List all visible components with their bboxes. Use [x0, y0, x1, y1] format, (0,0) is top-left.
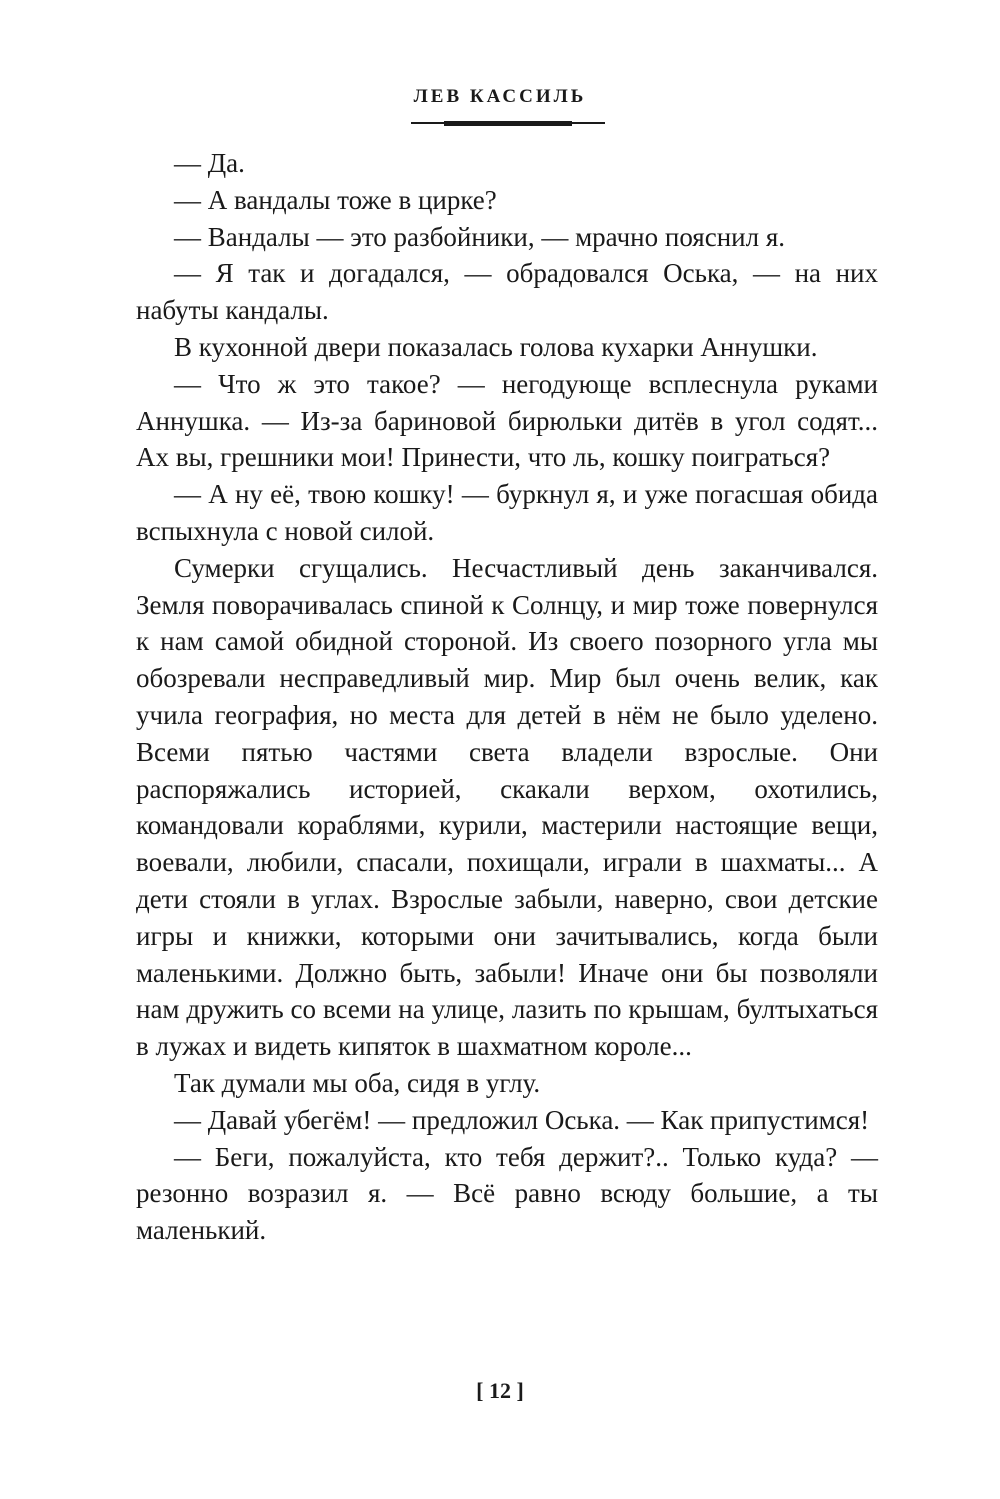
running-header-author: ЛЕВ КАССИЛЬ: [413, 86, 587, 107]
paragraph: — Да.: [174, 148, 245, 178]
paragraph: — Я так и догадался, — обрадовался Оська, — на них набуты кандалы.: [136, 258, 878, 326]
body-text: [136, 145, 878, 1249]
paragraph: — А вандалы тоже в цирке?: [174, 184, 497, 215]
header-rule-bar: [444, 121, 572, 126]
paragraph: — Вандалы — это разбойники, — мрачно пояснил я.: [174, 221, 785, 252]
paragraph: — Что ж это такое? — негодующе всплеснула руками Аннушка. — Из-за бариновой бирюльки дитёв в угол содят... Ах вы, грешники мои! Принести, что ль, кошку поиграться?: [136, 368, 878, 473]
page-number: [ 12 ]: [476, 1378, 524, 1403]
paragraph: — Беги, пожалуйста, кто тебя держит?.. Только куда? — резонно возразил я. — Всё равно всюду большие, а ты маленький.: [136, 1141, 878, 1246]
paragraph: В кухонной двери показалась голова кухарки Аннушки.: [174, 331, 818, 362]
paragraph: — А ну её, твою кошку! — буркнул я, и уже погасшая обида вспыхнула с новой силой.: [136, 479, 878, 546]
paragraph: — Давай убегём! — предложил Оська. — Как припустимся!: [174, 1104, 870, 1135]
paragraph: Так думали мы оба, сидя в углу.: [174, 1067, 541, 1098]
paragraph: Сумерки сгущались. Несчастливый день заканчивался. Земля поворачивалась спиной к Солнцу, и мир тоже повернулся к нам самой обидной стороной. Из своего позорного угла мы обозревали несправедливый мир. Мир был очень велик, как учила география, но места для детей в нём не было уделено. Всеми пятью частями света владели взрослые. Они распоряжались историей, скакали верхом, охотились, командовали кораблями, курили, мастерили настоящие вещи, воевали, любили, спасали, похищали, играли в шахматы... А дети стояли в углах. Взрослые забыли, наверно, свои детские игры и книжки, которыми они зачитывались, когда были маленькими. Должно быть, забыли! Иначе они бы позволяли нам дружить со всеми на улице, лазить по крышам, бултыхаться в лужах и видеть кипяток в шахматном короле...: [136, 552, 878, 1062]
